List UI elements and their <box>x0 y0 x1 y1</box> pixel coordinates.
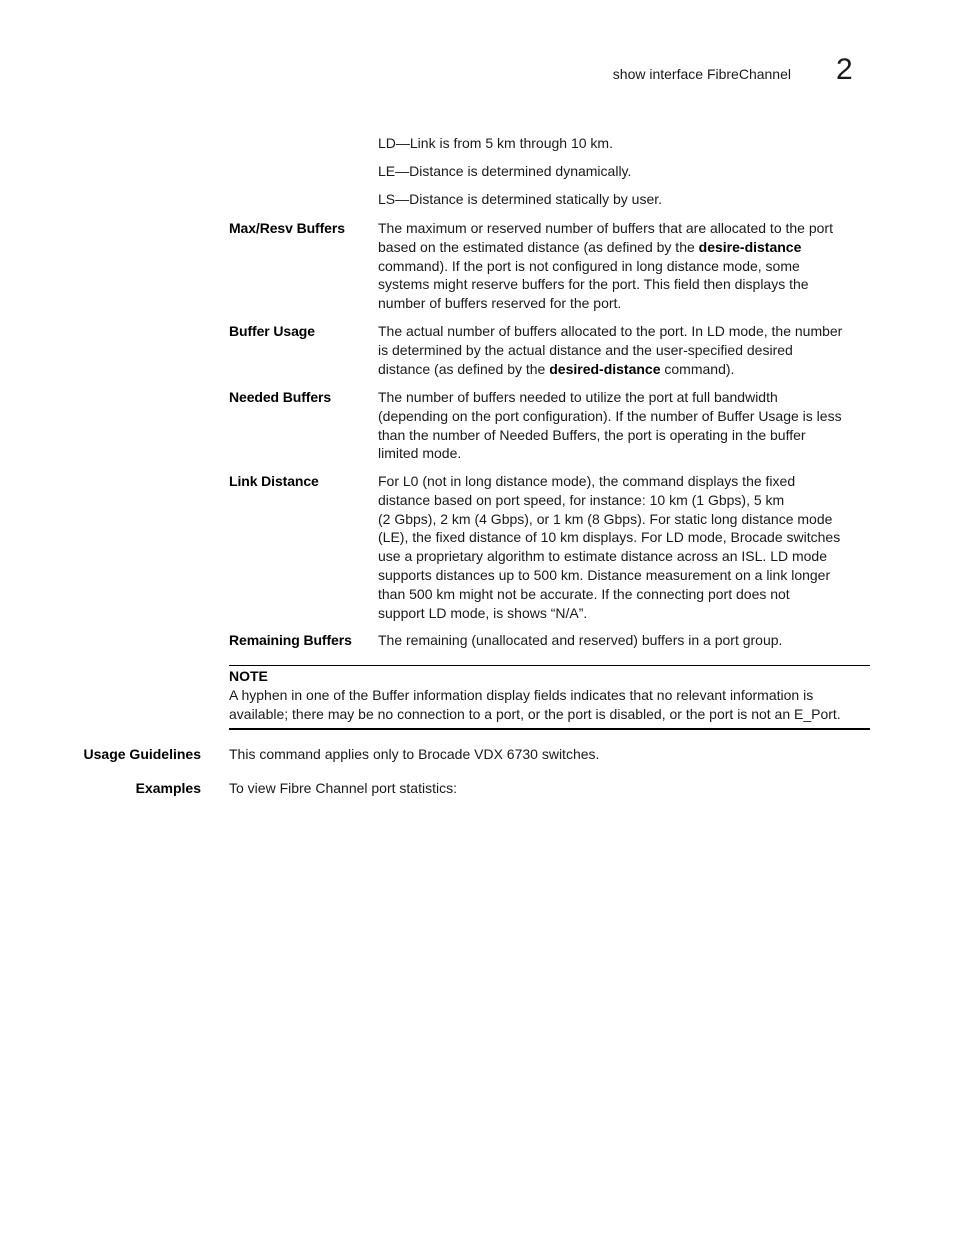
field-desc-needed-buffers <box>378 388 873 463</box>
desc-line: The actual number of buffers allocated to the port. In LD mode, the number <box>378 323 843 339</box>
list-item: LD—Link is from 5 km through 10 km. <box>378 135 613 151</box>
desc-line: (2 Gbps), 2 km (4 Gbps), or 1 km (8 Gbps). For static long distance mode <box>378 510 833 527</box>
desc-line: The number of buffers needed to utilize the port at full bandwidth <box>378 389 778 405</box>
field-term-max-resv-buffers: Max/Resv Buffers <box>229 220 345 236</box>
list-item: LS—Distance is determined statically by user. <box>378 191 663 207</box>
field-term-buffer-usage: Buffer Usage <box>229 323 315 339</box>
desc-line <box>378 360 873 379</box>
note-line: available; there may be no connection to a port, or the port is disabled, or the port is not an E_Port. <box>229 705 841 722</box>
desc-line: supports distances up to 500 km. Distance measurement on a link longer <box>378 566 831 583</box>
desc-line: use a proprietary algorithm to estimate distance across an ISL. LD mode <box>378 548 827 565</box>
usage-guidelines-heading: Usage Guidelines <box>83 746 201 762</box>
desc-line: systems might reserve buffers for the port. This field then displays the <box>378 276 809 293</box>
command-name: desire-distance <box>698 238 802 255</box>
field-desc-max-resv-buffers <box>378 219 873 313</box>
desc-text: command). <box>660 360 735 377</box>
list-item: LE—Distance is determined dynamically. <box>378 163 632 179</box>
command-name: desired-distance <box>549 360 661 377</box>
desc-text: based on the estimated distance (as defined by the <box>378 238 699 255</box>
chapter-number: 2 <box>836 53 853 86</box>
desc-line: For L0 (not in long distance mode), the command displays the fixed <box>378 473 796 489</box>
desc-line: (depending on the port configuration). If the number of Buffer Usage is less <box>378 407 842 424</box>
examples-heading: Examples <box>135 780 201 796</box>
field-term-remaining-buffers: Remaining Buffers <box>229 632 352 648</box>
desc-line: distance based on port speed, for instance: 10 km (1 Gbps), 5 km <box>378 491 785 508</box>
note-label: NOTE <box>229 668 268 684</box>
examples-text: To view Fibre Channel port statistics: <box>229 780 457 796</box>
usage-guidelines-text: This command applies only to Brocade VDX 6730 switches. <box>229 746 600 762</box>
running-header-title: show interface FibreChannel <box>612 66 791 82</box>
note-line: A hyphen in one of the Buffer information display fields indicates that no relevant information is <box>229 687 814 703</box>
desc-line: than the number of Needed Buffers, the port is operating in the buffer <box>378 426 806 443</box>
desc-line: than 500 km might not be accurate. If the connecting port does not <box>378 585 790 602</box>
desc-line <box>378 238 873 257</box>
field-term-needed-buffers: Needed Buffers <box>229 389 332 405</box>
desc-line: limited mode. <box>378 445 462 462</box>
field-desc-buffer-usage <box>378 322 873 378</box>
field-desc-remaining-buffers <box>378 631 873 650</box>
desc-line: is determined by the actual distance and the user-specified desired <box>378 341 793 358</box>
desc-line: number of buffers reserved for the port. <box>378 295 622 312</box>
desc-text: distance (as defined by the <box>378 360 550 377</box>
field-desc-link-distance <box>378 472 873 622</box>
desc-line: (LE), the fixed distance of 10 km displays. For LD mode, Brocade switches <box>378 529 841 546</box>
field-term-link-distance: Link Distance <box>229 473 319 489</box>
desc-line: The remaining (unallocated and reserved) buffers in a port group. <box>378 632 783 648</box>
note-text <box>229 686 874 724</box>
desc-line: The maximum or reserved number of buffers that are allocated to the port <box>378 220 833 236</box>
desc-line: command). If the port is not configured in long distance mode, some <box>378 257 800 274</box>
desc-line: support LD mode, is shows “N/A”. <box>378 604 588 621</box>
